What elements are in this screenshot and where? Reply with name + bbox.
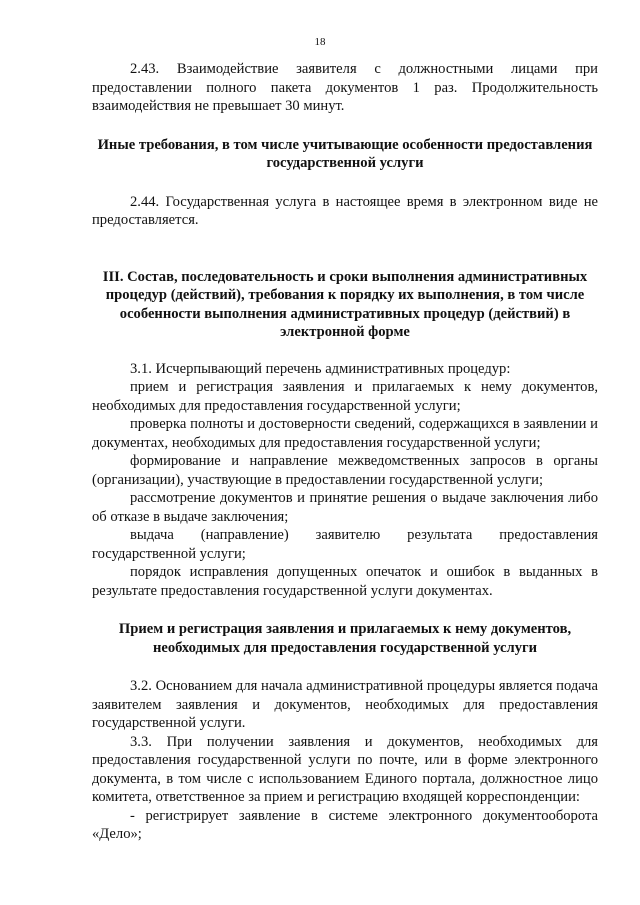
page-number: 18 — [314, 36, 326, 48]
document-body — [92, 60, 598, 844]
procedure-item: прием и регистрация заявления и прилагаемых к нему документов, необходимых для предоставления государственной услуги; — [92, 379, 598, 414]
procedure-item: выдача (направление) заявителю результата предоставления государственной услуги; — [92, 527, 598, 562]
paragraph-3-3: 3.3. При получении заявления и документов, необходимых для предоставления государственной услуги по почте, или в форме электронного документа, в том числе с использованием Единого портала, должностное лицо комитета, ответственное за прием и регистрацию входящей корреспонденции: — [92, 733, 598, 805]
procedure-item: формирование и направление межведомственных запросов в органы (организации), участвующие в предоставлении государственной услуги; — [92, 453, 598, 488]
procedure-item: проверка полноты и достоверности сведений, содержащихся в заявлении и документах, необходимых для предоставления государственной услуги; — [92, 416, 598, 451]
paragraph-register: - регистрирует заявление в системе электронного документооборота «Дело»; — [92, 807, 598, 842]
paragraph-2-43: 2.43. Взаимодействие заявителя с должностными лицами при предоставлении полного пакета документов 1 раз. Продолжительность взаимодействия не превышает 30 минут. — [92, 61, 598, 114]
procedure-item: рассмотрение документов и принятие решения о выдаче заключения либо об отказе в выдаче заключения; — [92, 490, 598, 525]
paragraph-3-1: 3.1. Исчерпывающий перечень административных процедур: — [130, 360, 511, 377]
heading-section-3: III. Состав, последовательность и сроки выполнения административных процедур (действий), требования к порядку их выполнения, в том числе особенности выполнения административных процедур (действий) в электронной форме — [102, 268, 588, 340]
paragraph-3-2: 3.2. Основанием для начала административной процедуры является подача заявителем заявления и документов, необходимых для предоставления государственной услуги. — [92, 678, 598, 731]
heading-other-requirements: Иные требования, в том числе учитывающие особенности предоставления государственной услуги — [97, 136, 593, 171]
procedure-item: порядок исправления допущенных опечаток и ошибок в выданных в результате предоставления государственной услуги документах. — [92, 564, 598, 599]
paragraph-2-44: 2.44. Государственная услуга в настоящее время в электронном виде не предоставляется. — [92, 193, 598, 228]
heading-reception: Прием и регистрация заявления и прилагаемых к нему документов, необходимых для предоставления государственной услуги — [118, 621, 572, 656]
